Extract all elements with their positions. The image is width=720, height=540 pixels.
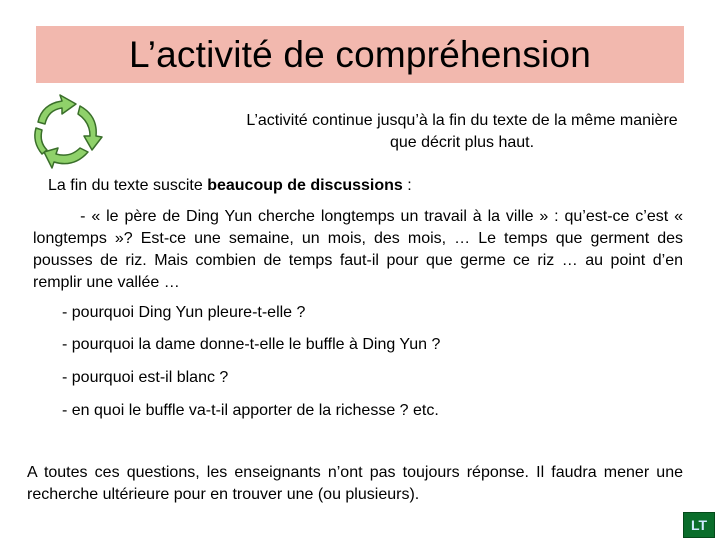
lead-bold: beaucoup de discussions: [207, 177, 403, 194]
intro-text: L’activité continue jusqu’à la fin du texte de la même manière que décrit plus haut.: [246, 112, 678, 151]
quote-text: - « le père de Ding Yun cherche longtemps un travail à la ville » : qu’est-ce c’est « longtemps »? Est-ce une semaine, un mois, des mois, … Le temps que germent des pousses de riz. Mais combien de temps faut-il pour que germe ce riz … au point d’en remplir une vallée …: [33, 208, 683, 291]
slide-nav-button[interactable]: [683, 512, 715, 538]
slide-title: L’activité de compréhension: [128, 33, 591, 75]
title-banner: [36, 26, 684, 83]
question-item: - pourquoi est-il blanc ?: [62, 369, 229, 386]
lead-sentence: [48, 175, 688, 197]
conclusion-paragraph: A toutes ces questions, les enseignants n’ont pas toujours réponse. Il faudra mener une recherche ultérieure pour en trouver une (ou plusieurs).: [27, 464, 683, 503]
recycle-arrows-icon: [28, 92, 104, 172]
quote-paragraph: [33, 206, 683, 294]
nav-button-label: LT: [690, 517, 708, 533]
question-item: - pourquoi la dame donne-t-elle le buffle à Ding Yun ?: [62, 336, 441, 353]
question-item: - pourquoi Ding Yun pleure-t-elle ?: [62, 304, 306, 321]
lead-prefix: La fin du texte suscite: [48, 177, 208, 194]
lead-suffix: :: [402, 177, 412, 194]
question-item: - en quoi le buffle va-t-il apporter de la richesse ? etc.: [62, 402, 439, 419]
